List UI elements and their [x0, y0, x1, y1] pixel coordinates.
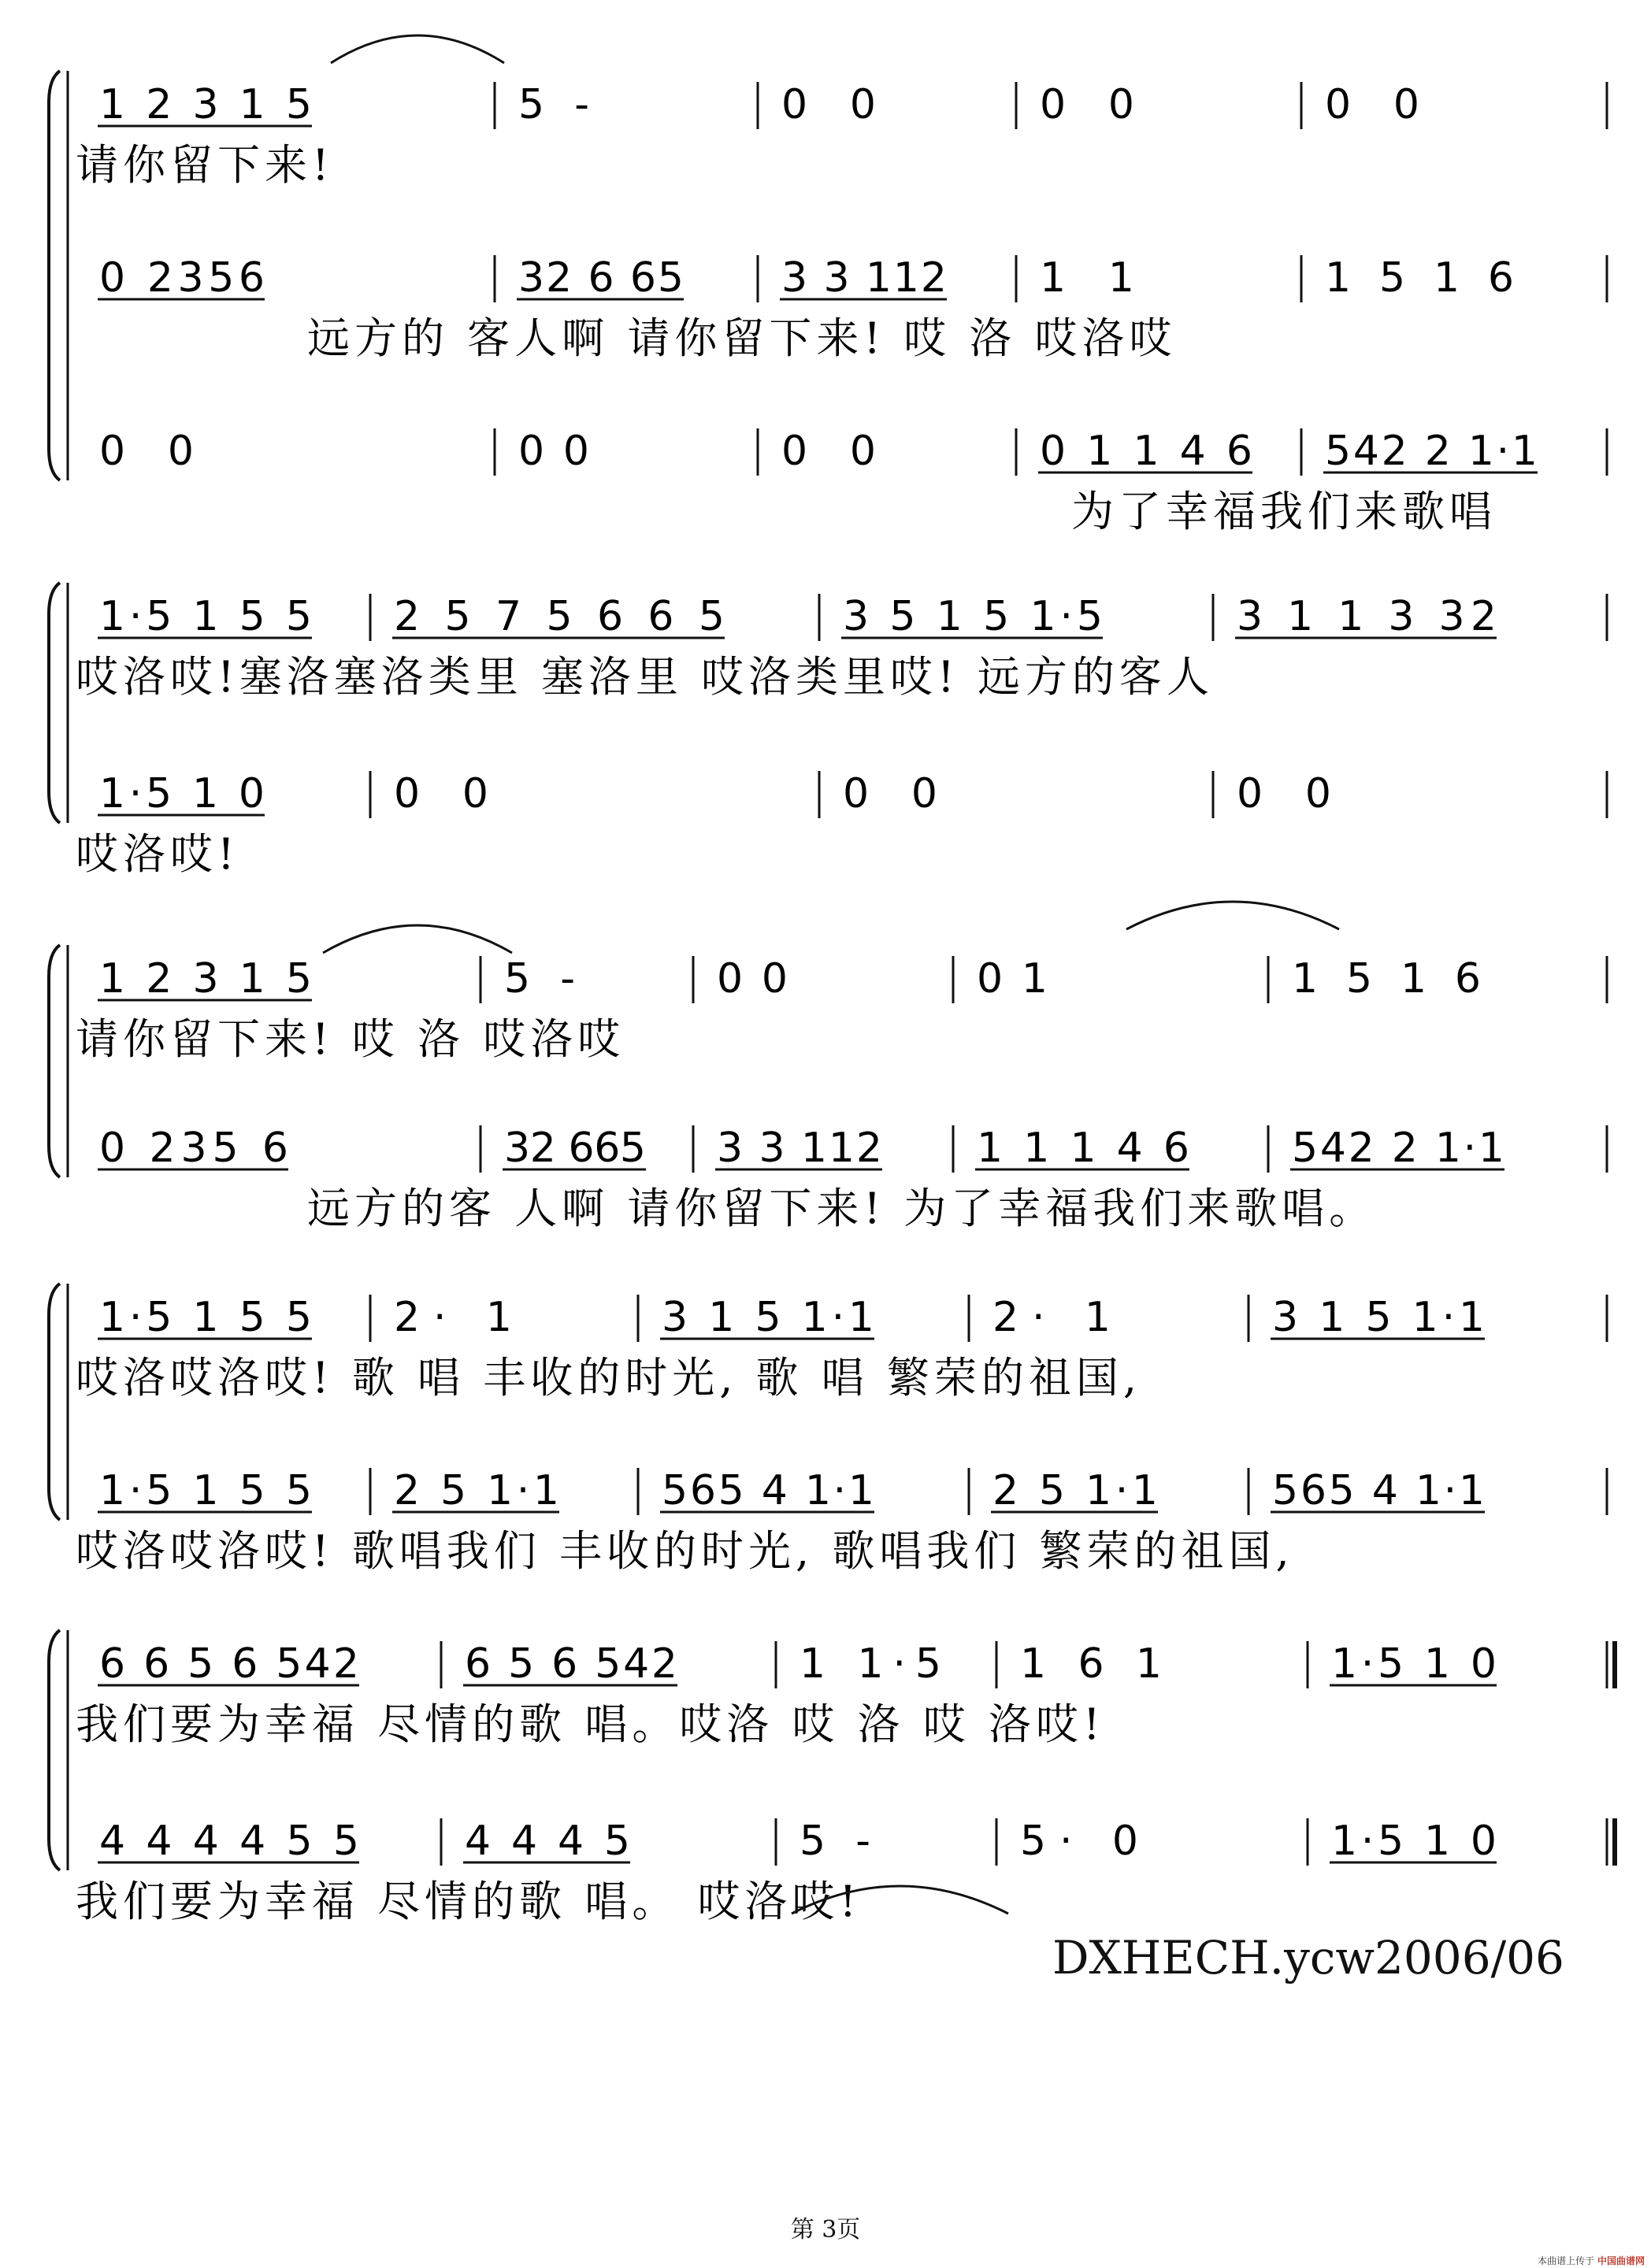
- measure-notes: 2 5 1·1: [394, 1467, 559, 1514]
- system-bracket: [49, 945, 60, 1177]
- slur-arc: [1126, 902, 1339, 929]
- measure-notes: 1 5 1 6: [1292, 955, 1481, 1002]
- measure-notes: 3 5 1 5 1·5: [843, 593, 1103, 640]
- measure-notes: 4 4 4 4 5 5: [99, 1818, 359, 1865]
- staff-row-voice-2: [76, 1818, 1615, 1926]
- lyric-line: 哎洛哎洛哎! 歌唱我们 丰收的时光, 歌唱我们 繁荣的祖国,: [76, 1526, 1294, 1576]
- measure-notes: 3 3 112: [717, 1125, 882, 1172]
- measure-notes: 0 0: [717, 955, 788, 1002]
- system-bracket: [49, 583, 60, 823]
- measure-notes: 4 4 4 5: [465, 1818, 630, 1865]
- score-system: [49, 583, 1607, 879]
- measure-notes: 565 4 1·1: [1272, 1467, 1485, 1514]
- measure-notes: 32 665: [504, 1125, 646, 1172]
- staff-row-voice-1: [76, 1294, 1607, 1403]
- score-system: [49, 1630, 1615, 1926]
- measure-notes: 1·5 1 5 5: [99, 1467, 312, 1514]
- measure-notes: 2· 1: [992, 1294, 1111, 1341]
- staff-row-voice-2: [98, 254, 1607, 363]
- measure-notes: 0 0: [1325, 81, 1419, 128]
- page-number: 第 3页: [790, 2216, 861, 2244]
- measure-notes: 5 -: [800, 1818, 870, 1865]
- measure-notes: 3 1 5 1·1: [662, 1294, 874, 1341]
- staff-row-voice-1: [76, 1640, 1615, 1749]
- measure-notes: 0 1: [977, 955, 1048, 1002]
- measure-notes: 2 5 7 5 6 6 5: [394, 593, 725, 640]
- measure-notes: 5 -: [504, 955, 575, 1002]
- measure-notes: 0 0: [518, 428, 589, 475]
- measure-notes: 1 1 1 4 6: [977, 1125, 1189, 1172]
- measure-notes: 0 0: [1040, 81, 1134, 128]
- measure-notes: 1 5 1 6: [1325, 254, 1514, 302]
- lyric-line: 远方的 客人啊 请你留下来! 哎 洛 哎洛哎: [307, 313, 1177, 363]
- staff-row-voice-2: [76, 1467, 1607, 1576]
- measure-notes: 0 0: [394, 770, 488, 817]
- staff-row-voice-1: [76, 81, 1607, 190]
- lyric-line: 哎洛哎!: [76, 829, 239, 879]
- measure-notes: 0 0: [781, 428, 876, 475]
- watermark-brand: 中国曲谱网: [1597, 2255, 1645, 2266]
- measure-notes: 0 0: [781, 81, 876, 128]
- lyric-line: 为了幸福我们来歌唱: [1071, 487, 1497, 536]
- staff-row-voice-1: [76, 593, 1607, 702]
- staff-row-voice-1: [76, 955, 1607, 1064]
- lyric-line: 我们要为幸福 尽情的歌 唱。哎洛 哎 洛 哎 洛哎!: [76, 1699, 1105, 1749]
- score-system: [49, 71, 1607, 536]
- measure-notes: 2· 1: [394, 1294, 512, 1341]
- lyric-line: 远方的客 人啊 请你留下来! 为了幸福我们来歌唱。: [307, 1184, 1377, 1233]
- score-system: [49, 1284, 1607, 1576]
- measure-notes: 2 5 1·1: [992, 1467, 1158, 1514]
- staff-row-voice-2: [76, 770, 1607, 879]
- measure-notes: 0 1 1 4 6: [1040, 428, 1252, 475]
- measure-notes: 1·5 1 0: [1331, 1818, 1497, 1865]
- measure-notes: 1 2 3 1 5: [99, 955, 312, 1002]
- site-watermark: [1538, 2254, 1645, 2267]
- measure-notes: 542 2 1·1: [1292, 1125, 1504, 1172]
- lyric-line: 哎洛哎!塞洛塞洛类里 塞洛里 哎洛类里哎! 远方的客人: [76, 652, 1214, 702]
- measure-notes: 1 6 1: [1020, 1640, 1162, 1688]
- score-system: [49, 945, 1607, 1233]
- measure-notes: 1·5 1 0: [1331, 1640, 1497, 1688]
- measure-notes: 0 2356: [99, 254, 265, 302]
- staff-row-voice-2: [98, 1125, 1607, 1233]
- slur-arc: [331, 35, 504, 63]
- measure-notes: 542 2 1·1: [1325, 428, 1538, 475]
- lyric-line: 我们要为幸福 尽情的歌 唱。 哎洛哎!: [76, 1877, 862, 1926]
- measure-notes: 6 6 5 6 542: [99, 1640, 359, 1688]
- measure-notes: 0 0: [843, 770, 937, 817]
- measure-notes: 5· 0: [1020, 1818, 1138, 1865]
- system-bracket: [49, 1630, 60, 1870]
- measure-notes: 565 4 1·1: [662, 1467, 874, 1514]
- watermark-prefix: 本曲谱上传于: [1538, 2255, 1595, 2266]
- lyric-line: 请你留下来!: [76, 140, 334, 190]
- measure-notes: 3 3 112: [781, 254, 947, 302]
- measure-notes: 1 2 3 1 5: [99, 81, 312, 128]
- measure-notes: 3 1 5 1·1: [1272, 1294, 1485, 1341]
- measure-notes: 6 5 6 542: [465, 1640, 677, 1688]
- lyric-line: 哎洛哎洛哎! 歌 唱 丰收的时光, 歌 唱 繁荣的祖国,: [76, 1353, 1142, 1403]
- measure-notes: 32 6 65: [518, 254, 684, 302]
- system-bracket: [49, 71, 60, 480]
- measure-notes: 0 0: [1237, 770, 1331, 817]
- slur-arc: [323, 925, 512, 953]
- measure-notes: 1·5 1 5 5: [99, 1294, 312, 1341]
- measure-notes: 0 235 6: [99, 1125, 288, 1172]
- measure-notes: 0 0: [99, 428, 194, 475]
- measure-notes: 5 -: [518, 81, 589, 128]
- system-bracket: [49, 1284, 60, 1520]
- staff-row-voice-3: [99, 428, 1607, 536]
- measure-notes: 1 1: [1040, 254, 1134, 302]
- measure-notes: 3 1 1 3 32: [1237, 593, 1497, 640]
- arranger-signature: DXHECH.ycw2006/06: [1052, 1931, 1564, 1984]
- measure-notes: 1·5 1 0: [99, 770, 265, 817]
- lyric-line: 请你留下来! 哎 洛 哎洛哎: [76, 1014, 625, 1064]
- measure-notes: 1 1·5: [800, 1640, 941, 1688]
- measure-notes: 1·5 1 5 5: [99, 593, 312, 640]
